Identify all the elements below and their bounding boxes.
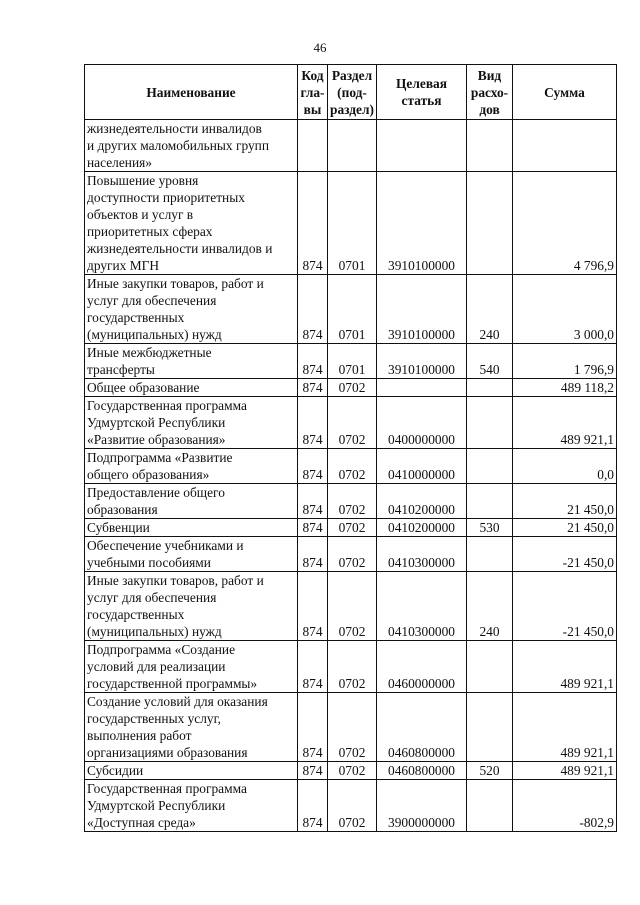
cell-name: Общее образование — [85, 379, 298, 397]
cell-sum: 489 921,1 — [513, 397, 617, 449]
cell-sum: -802,9 — [513, 780, 617, 832]
cell-section: 0702 — [328, 397, 377, 449]
table-row — [85, 537, 617, 572]
cell-section: 0702 — [328, 449, 377, 484]
cell-name: Предоставление общего образования — [85, 484, 298, 519]
table-row — [85, 693, 617, 762]
cell-chapter-code: 874 — [298, 275, 328, 344]
header-chapter-text: Код гла- вы — [300, 67, 325, 117]
cell-chapter-code: 874 — [298, 484, 328, 519]
cell-chapter-code: 874 — [298, 693, 328, 762]
cell-chapter-code: 874 — [298, 344, 328, 379]
table-row — [85, 344, 617, 379]
cell-target-item: 0460800000 — [377, 762, 467, 780]
cell-expense-type — [467, 484, 513, 519]
cell-chapter-code: 874 — [298, 780, 328, 832]
cell-target-item — [377, 120, 467, 172]
cell-name: жизнедеятельности инвалидов и других маломобильных групп населения» — [85, 120, 298, 172]
cell-section: 0702 — [328, 519, 377, 537]
cell-sum: 21 450,0 — [513, 484, 617, 519]
cell-expense-type: 540 — [467, 344, 513, 379]
table-row — [85, 641, 617, 693]
cell-target-item: 0400000000 — [377, 397, 467, 449]
cell-sum: -21 450,0 — [513, 537, 617, 572]
cell-chapter-code: 874 — [298, 449, 328, 484]
cell-name: Государственная программа Удмуртской Республики «Развитие образования» — [85, 397, 298, 449]
cell-name: Подпрограмма «Создание условий для реализации государственной программы» — [85, 641, 298, 693]
cell-sum: 1 796,9 — [513, 344, 617, 379]
table-row — [85, 780, 617, 832]
page-number: 46 — [313, 40, 327, 55]
cell-expense-type: 520 — [467, 762, 513, 780]
cell-section: 0701 — [328, 275, 377, 344]
cell-expense-type — [467, 641, 513, 693]
cell-target-item: 0410000000 — [377, 449, 467, 484]
cell-sum: 489 921,1 — [513, 693, 617, 762]
header-section-text: Раздел (под- раздел) — [330, 67, 374, 117]
cell-target-item: 0460000000 — [377, 641, 467, 693]
cell-sum: 489 921,1 — [513, 762, 617, 780]
cell-expense-type — [467, 379, 513, 397]
table-row — [85, 379, 617, 397]
header-sum-text: Сумма — [544, 84, 585, 100]
cell-section — [328, 120, 377, 172]
budget-table — [84, 64, 617, 832]
cell-section: 0702 — [328, 537, 377, 572]
header-name-text: Наименование — [146, 84, 236, 100]
cell-section: 0702 — [328, 572, 377, 641]
cell-name: Создание условий для оказания государственных услуг, выполнения работ организациями образования — [85, 693, 298, 762]
cell-expense-type — [467, 537, 513, 572]
cell-target-item: 0410200000 — [377, 484, 467, 519]
cell-name: Повышение уровня доступности приоритетных объектов и услуг в приоритетных сферах жизнедеятельности инвалидов и других МГН — [85, 172, 298, 275]
table-row — [85, 275, 617, 344]
cell-section: 0702 — [328, 693, 377, 762]
cell-expense-type — [467, 172, 513, 275]
cell-expense-type: 240 — [467, 275, 513, 344]
cell-section: 0702 — [328, 484, 377, 519]
cell-target-item: 0410200000 — [377, 519, 467, 537]
cell-chapter-code: 874 — [298, 379, 328, 397]
cell-sum: 0,0 — [513, 449, 617, 484]
cell-name: Иные межбюджетные трансферты — [85, 344, 298, 379]
cell-expense-type — [467, 449, 513, 484]
cell-target-item: 3910100000 — [377, 172, 467, 275]
cell-name: Обеспечение учебниками и учебными пособиями — [85, 537, 298, 572]
cell-target-item: 3910100000 — [377, 275, 467, 344]
table-body — [85, 120, 617, 832]
cell-name: Иные закупки товаров, работ и услуг для обеспечения государственных (муниципальных) нужд — [85, 572, 298, 641]
cell-sum: 3 000,0 — [513, 275, 617, 344]
cell-chapter-code: 874 — [298, 762, 328, 780]
cell-chapter-code: 874 — [298, 641, 328, 693]
cell-target-item: 0410300000 — [377, 572, 467, 641]
cell-expense-type: 240 — [467, 572, 513, 641]
cell-chapter-code: 874 — [298, 572, 328, 641]
table-row — [85, 172, 617, 275]
table-row — [85, 572, 617, 641]
cell-chapter-code: 874 — [298, 172, 328, 275]
cell-sum: 489 921,1 — [513, 641, 617, 693]
cell-chapter-code: 874 — [298, 397, 328, 449]
cell-section: 0702 — [328, 641, 377, 693]
cell-sum: 4 796,9 — [513, 172, 617, 275]
cell-target-item: 0410300000 — [377, 537, 467, 572]
cell-chapter-code: 874 — [298, 519, 328, 537]
cell-target-item — [377, 379, 467, 397]
header-name — [85, 65, 298, 120]
cell-expense-type — [467, 397, 513, 449]
cell-section: 0701 — [328, 344, 377, 379]
table-row — [85, 397, 617, 449]
cell-target-item: 3910100000 — [377, 344, 467, 379]
cell-section: 0702 — [328, 780, 377, 832]
cell-section: 0701 — [328, 172, 377, 275]
cell-name: Подпрограмма «Развитие общего образования» — [85, 449, 298, 484]
cell-name: Иные закупки товаров, работ и услуг для обеспечения государственных (муниципальных) нужд — [85, 275, 298, 344]
cell-sum: 489 118,2 — [513, 379, 617, 397]
header-type-text: Вид расхо- дов — [470, 67, 509, 117]
cell-chapter-code: 874 — [298, 537, 328, 572]
cell-expense-type — [467, 120, 513, 172]
cell-target-item: 3900000000 — [377, 780, 467, 832]
table-row — [85, 762, 617, 780]
cell-sum: -21 450,0 — [513, 572, 617, 641]
cell-sum: 21 450,0 — [513, 519, 617, 537]
table-row — [85, 449, 617, 484]
header-item-text: Целевая статья — [396, 76, 447, 108]
header-expense-type — [467, 65, 513, 120]
cell-chapter-code — [298, 120, 328, 172]
cell-name: Субвенции — [85, 519, 298, 537]
cell-expense-type: 530 — [467, 519, 513, 537]
cell-section: 0702 — [328, 379, 377, 397]
table-header-row — [85, 65, 617, 120]
cell-section: 0702 — [328, 762, 377, 780]
cell-name: Государственная программа Удмуртской Республики «Доступная среда» — [85, 780, 298, 832]
header-sum — [513, 65, 617, 120]
header-section — [328, 65, 377, 120]
header-chapter-code — [298, 65, 328, 120]
cell-target-item: 0460800000 — [377, 693, 467, 762]
table-row — [85, 120, 617, 172]
cell-sum — [513, 120, 617, 172]
header-target-item — [377, 65, 467, 120]
table-row — [85, 484, 617, 519]
cell-expense-type — [467, 780, 513, 832]
cell-expense-type — [467, 693, 513, 762]
cell-name: Субсидии — [85, 762, 298, 780]
table-row — [85, 519, 617, 537]
